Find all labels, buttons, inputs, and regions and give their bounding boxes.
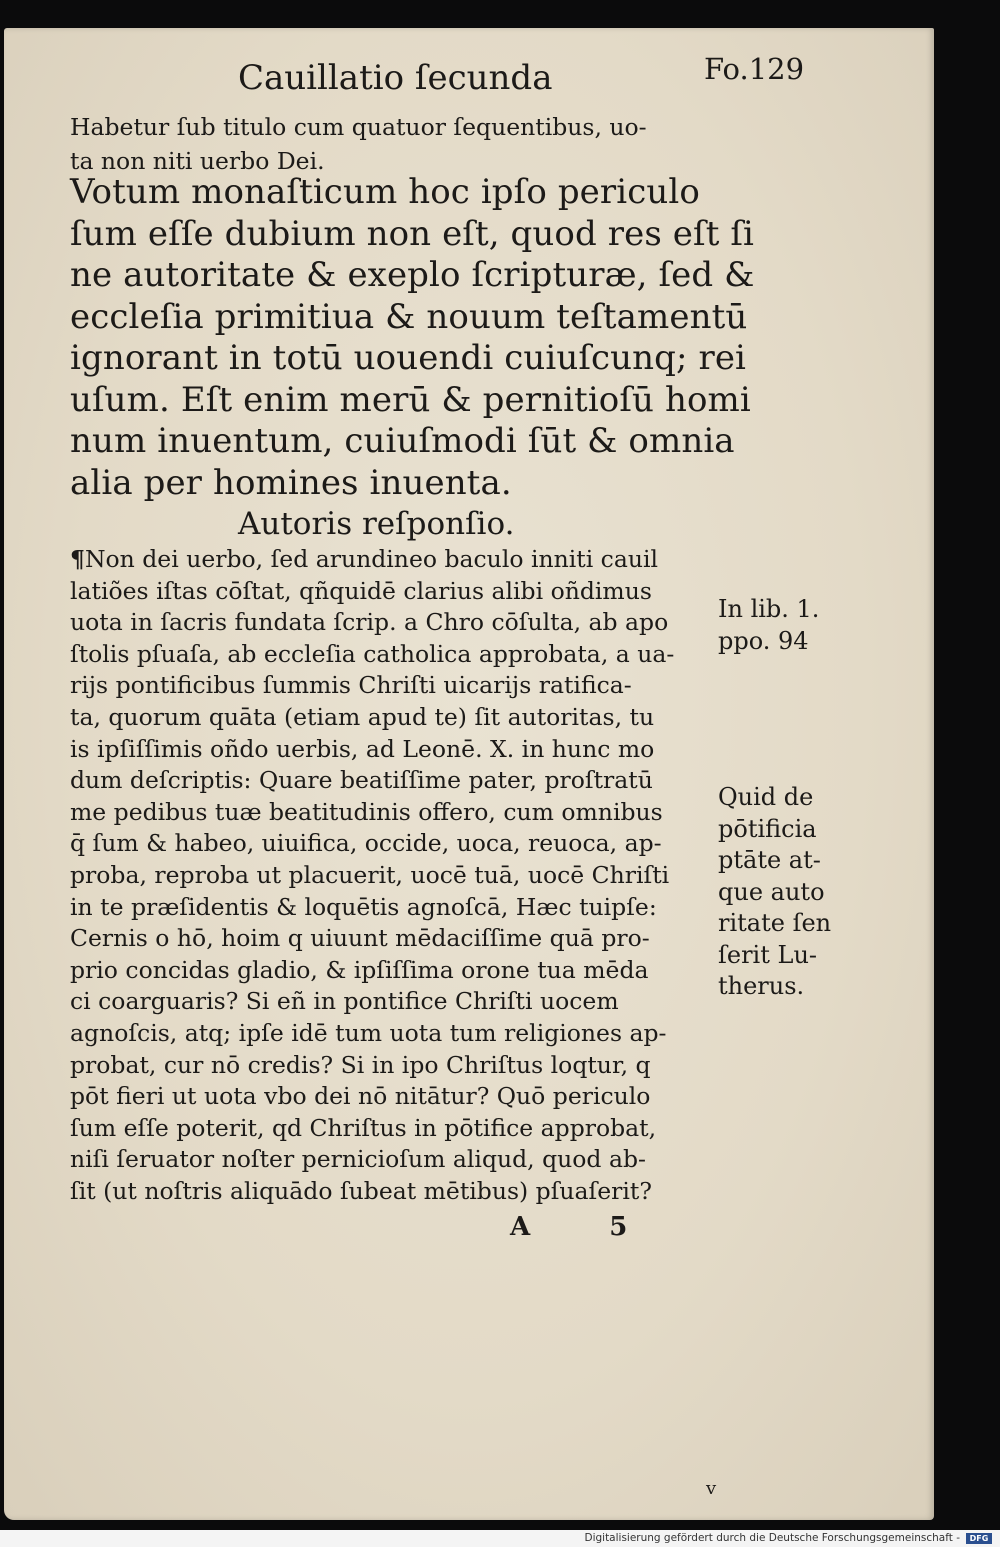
folio-number: Fo.129 [704, 52, 805, 86]
section-summary [70, 110, 710, 178]
text-line: latiões iſtas cōſtat, qñquidē clarius alibi oñdimus [70, 576, 652, 605]
text-line: is ipſiſſimis oñdo uerbis, ad Leonē. X. in hunc mo [70, 734, 655, 763]
text-line: Cernis o hō, hoim q uiuunt mēdaciſſime quā pro- [70, 924, 650, 953]
text-line: proba, reproba ut placuerit, uocē tuā, uocē Chriſti [70, 860, 670, 889]
text-line: ci coarguaris? Si eñ in pontifice Chriſti uocem [70, 987, 619, 1016]
pilcrow-mark: ¶ [70, 545, 85, 573]
note-line: ppo. 94 [718, 626, 809, 655]
summary-line: ta non niti uerbo Dei. [70, 147, 325, 175]
text-line: ta, quorum quāta (etiam apud te) ſit autoritas, tu [70, 702, 655, 731]
text-line: uota in ſacris fundata ſcrip. a Chro cōſulta, ab apo [70, 608, 669, 637]
note-line: ritate ſen [718, 909, 832, 937]
text-line: ignorant in totū uouendi cuiuſcunq; rei [70, 338, 747, 378]
dfg-logo: DFG [966, 1533, 992, 1544]
text-line: ſum eſſe poterit, qd Chriſtus in pōtifice approbat, [70, 1113, 657, 1142]
note-line: que auto [718, 877, 825, 906]
text-line: niſi ſeruator noſter pernicioſum aliqud, quod ab- [70, 1145, 646, 1174]
marginal-note-question [718, 782, 831, 1003]
note-line: pōtificia [718, 814, 817, 843]
note-line: ſerit Lu- [718, 940, 818, 969]
text-line: agnoſcis, atq; ipſe idē tum uota tum religiones ap- [70, 1018, 667, 1047]
text-line: ne autoritate & exeplo ſcripturæ, ſed & [70, 255, 755, 295]
text-line: me pedibus tuæ beatitudinis offero, cum omnibus [70, 797, 663, 826]
text-line: ſum eſſe dubium non eſt, quod res eſt ſi [70, 213, 755, 254]
note-line: Quid de [718, 783, 814, 811]
marginal-note-reference [718, 594, 819, 657]
note-line: ptāte at- [718, 846, 821, 874]
text-line: uſum. Eſt enim merū & pernitioſū homi [70, 379, 751, 420]
text-line: ſit (ut noſtris aliquādo ſubeat mētibus) pſuaſerit? [70, 1176, 652, 1205]
note-line: therus. [718, 972, 805, 1000]
running-title: Cauillatio ſecunda [238, 58, 553, 98]
text-line [70, 544, 710, 576]
text-line: dum deſcriptis: Quare beatiſſime pater, proſtratū [70, 766, 653, 795]
funding-credit: Digitalisierung gefördert durch die Deutsche Forschungsgemeinschaft - [584, 1532, 960, 1544]
text-line: q̄ ſum & habeo, uiuifica, occide, uoca, reuoca, ap- [70, 829, 662, 858]
text-line-content: Non dei uerbo, ſed arundineo baculo inniti cauil [84, 545, 659, 573]
cauillatio-text [70, 172, 755, 504]
response-text [70, 544, 710, 1207]
signature-mark: A 5 [510, 1212, 628, 1242]
catch-mark: v [706, 1478, 717, 1499]
text-line: eccleſia primitiua & nouum teſtamentū [70, 296, 748, 337]
text-line: rijs pontificibus ſummis Chriſti uicarijs ratifica- [70, 671, 632, 700]
text-line: Votum monaſticum hoc ipſo periculo [70, 172, 700, 212]
text-line: ſtolis pſuaſa, ab eccleſia catholica approbata, a ua- [70, 639, 675, 668]
summary-line: Habetur ſub titulo cum quatuor ſequentibus, uo- [70, 113, 647, 141]
text-line: in te præſidentis & loquētis agnoſcā, Hæc tuipſe: [70, 892, 657, 921]
text-line: prio concidas gladio, & ipſiſſima orone tua mēda [70, 955, 649, 984]
text-line: probat, cur nō credis? Si in ipo Chriſtus loqtur, q [70, 1050, 651, 1079]
text-line: alia per homines inuenta. [70, 462, 512, 503]
text-line: pōt fieri ut uota vbo dei nō nitātur? Quō periculo [70, 1082, 651, 1111]
response-heading: Autoris reſponſio. [238, 506, 515, 542]
text-line: num inuentum, cuiuſmodi ſūt & omnia [70, 421, 735, 461]
note-line: In lib. 1. [718, 595, 820, 623]
